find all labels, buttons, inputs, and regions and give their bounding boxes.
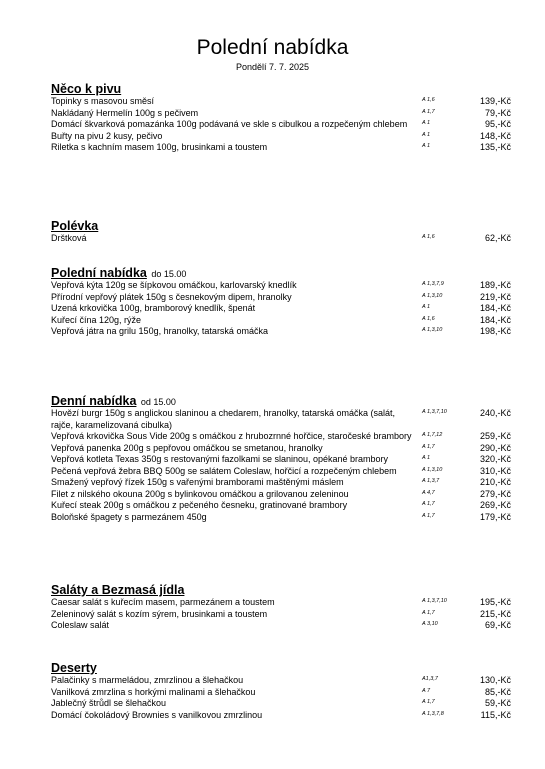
- menu-item: [51, 233, 521, 245]
- item-name: Vepřová játra na grilu 150g, hranolky, tatarská omáčka: [51, 326, 268, 336]
- section-header: [51, 660, 521, 675]
- menu-item: [51, 477, 521, 489]
- menu-item: [51, 431, 521, 443]
- item-price: 184,-Kč: [479, 314, 511, 325]
- item-allergens: A 1,3,7: [422, 478, 440, 484]
- item-allergens: A 1,7,12: [422, 432, 443, 438]
- item-price: 189,-Kč: [479, 280, 511, 290]
- menu-item: [51, 620, 521, 632]
- section-note: od 15.00: [140, 397, 176, 407]
- item-name: Vanilková zmrzlina s horkými malinami a šlehačkou: [51, 686, 256, 697]
- menu-date: Pondělí 7. 7. 2025: [235, 62, 310, 72]
- item-price: 198,-Kč: [479, 326, 511, 336]
- item-price: 279,-Kč: [479, 488, 511, 499]
- item-price: 310,-Kč: [479, 465, 511, 476]
- menu-item: [51, 326, 521, 338]
- item-price: 62,-Kč: [484, 233, 511, 243]
- menu-item: [51, 489, 521, 501]
- menu-section: [51, 393, 521, 523]
- item-name: Vepřová panenka 200g s pepřovou omáčkou se smetanou, hranolky: [51, 442, 323, 453]
- item-price: 69,-Kč: [484, 620, 511, 630]
- item-price: 210,-Kč: [479, 477, 511, 487]
- item-name: Coleslaw salát: [51, 620, 110, 630]
- page-title: Polední nabídka: [196, 36, 349, 59]
- menu-item: [51, 96, 521, 108]
- menu-section: [51, 81, 521, 154]
- item-allergens: A1,3,7: [422, 676, 438, 682]
- section-title: Polední nabídka: [51, 266, 147, 280]
- item-name: Vepřová kýta 120g se šípkovou omáčkou, karlovarský knedlík: [51, 280, 297, 290]
- menu-item: [51, 710, 521, 722]
- item-name: Palačinky s marmeládou, zmrzlinou a šlehačkou: [51, 675, 244, 685]
- item-price: 195,-Kč: [479, 597, 511, 607]
- section-header: [51, 265, 521, 280]
- menu-section: [51, 218, 521, 245]
- item-allergens: A 1,3,7,8: [422, 710, 444, 717]
- menu-item: [51, 675, 521, 687]
- item-name: Topinky s masovou směsí: [51, 96, 155, 106]
- section-header: [51, 81, 521, 96]
- item-name: Riletka s kachním masem 100g, brusinkami a toustem: [51, 142, 268, 152]
- item-price: 148,-Kč: [479, 130, 511, 141]
- item-allergens: A 1,7: [422, 501, 435, 507]
- item-allergens: A 4,7: [422, 489, 435, 496]
- menu-item: [51, 108, 521, 120]
- item-price: 130,-Kč: [479, 675, 511, 685]
- item-allergens: A 1,3,10: [422, 466, 443, 473]
- item-price: 59,-Kč: [484, 698, 511, 708]
- item-price: 320,-Kč: [479, 454, 511, 464]
- item-price: 79,-Kč: [484, 107, 511, 118]
- item-allergens: A 7: [422, 687, 431, 694]
- menu-item: [51, 142, 521, 154]
- item-price: 115,-Kč: [480, 709, 511, 720]
- item-price: 184,-Kč: [479, 303, 511, 313]
- item-name: Zeleninový salát s kozím sýrem, brusinkami a toustem: [51, 608, 268, 619]
- menu-item: [51, 131, 521, 143]
- item-name: Hovězí burgr 150g s anglickou slaninou a chedarem, hranolky, tatarská omáčka (salát, rajče, karamelizovaná cibulka): [51, 408, 396, 430]
- section-title: Něco k pivu: [51, 82, 122, 96]
- menu-item: [51, 315, 521, 327]
- item-allergens: A 1: [422, 131, 431, 138]
- item-allergens: A 1: [422, 143, 431, 149]
- item-allergens: A 1: [422, 304, 431, 310]
- menu-item: [51, 280, 521, 292]
- menu-item: [51, 292, 521, 304]
- item-name: Buřty na pivu 2 kusy, pečivo: [51, 130, 163, 141]
- item-allergens: A 1,7: [422, 512, 435, 519]
- section-header: [51, 582, 521, 597]
- item-allergens: A 1,7: [422, 699, 435, 705]
- section-title: Saláty a Bezmasá jídla: [51, 583, 185, 597]
- item-allergens: A 1,6: [422, 234, 435, 240]
- item-allergens: A 1,6: [422, 315, 435, 322]
- menu-item: [51, 466, 521, 478]
- item-allergens: A 1,7: [422, 108, 435, 115]
- section-title: Denní nabídka: [51, 394, 137, 408]
- item-allergens: A 1,7: [422, 609, 435, 616]
- item-price: 269,-Kč: [479, 500, 511, 510]
- item-allergens: A 1,3,7,9: [422, 281, 444, 287]
- item-name: Kuřecí čína 120g, rýže: [51, 314, 142, 325]
- item-price: 179,-Kč: [479, 511, 511, 522]
- menu-section: [51, 582, 521, 632]
- item-name: Nakládaný Hermelín 100g s pečivem: [51, 107, 199, 118]
- menu-item: [51, 687, 521, 699]
- item-price: 135,-Kč: [479, 142, 511, 152]
- item-name: Smažený vepřový řízek 150g s vařenými bramborami maštěnými máslem: [51, 477, 344, 487]
- item-allergens: A 1,3,10: [422, 292, 443, 299]
- item-price: 290,-Kč: [479, 442, 511, 453]
- menu-item: [51, 512, 521, 524]
- menu-item: [51, 408, 521, 431]
- section-title: Deserty: [51, 661, 97, 675]
- item-allergens: A 1,3,7,10: [422, 409, 447, 415]
- section-note: do 15.00: [151, 269, 187, 279]
- item-allergens: A 1,7: [422, 443, 435, 450]
- item-name: Caesar salát s kuřecím masem, parmezánem a toustem: [51, 597, 275, 607]
- item-name: Drštková: [51, 233, 87, 243]
- item-allergens: A 1,3,10: [422, 327, 443, 333]
- item-name: Boloňské špagety s parmezánem 450g: [51, 511, 207, 522]
- item-price: 215,-Kč: [479, 608, 511, 619]
- item-price: 219,-Kč: [479, 291, 511, 302]
- item-name: Domácí škvarková pomazánka 100g podávaná ve skle s cibulkou a rozpečeným chlebem: [51, 119, 408, 129]
- item-allergens: A 3,10: [422, 621, 438, 627]
- item-name: Vepřová kotleta Texas 350g s restovanými fazolkami se slaninou, opékané brambory: [51, 454, 389, 464]
- item-price: 240,-Kč: [479, 408, 511, 418]
- item-name: Jablečný štrůdl se šlehačkou: [51, 698, 167, 708]
- item-name: Domácí čokoládový Brownies s vanilkovou zmrzlinou: [51, 709, 263, 720]
- menu-section: [51, 660, 521, 721]
- menu-item: [51, 303, 521, 315]
- item-price: 85,-Kč: [484, 686, 511, 697]
- menu-section: [51, 265, 521, 338]
- menu-item: [51, 609, 521, 621]
- item-name: Kuřecí steak 200g s omáčkou z pečeného česneku, gratinované brambory: [51, 500, 348, 510]
- menu-item: [51, 443, 521, 455]
- section-title: Polévka: [51, 219, 99, 233]
- section-header: [51, 393, 521, 408]
- menu-item: [51, 597, 521, 609]
- section-header: [51, 218, 521, 233]
- item-name: Přírodní vepřový plátek 150g s česnekovým dipem, hranolky: [51, 291, 292, 302]
- item-allergens: A 1,3,7,10: [422, 598, 447, 604]
- item-name: Filet z nilského okouna 200g s bylinkovou omáčkou a grilovanou zeleninou: [51, 488, 349, 499]
- menu-item: [51, 454, 521, 466]
- menu-item: [51, 500, 521, 512]
- item-price: 95,-Kč: [484, 119, 511, 129]
- item-allergens: A 1,6: [422, 97, 435, 103]
- item-name: Pečená vepřová žebra BBQ 500g se salátem Coleslaw, hořčicí a rozpečeným chlebem: [51, 465, 397, 476]
- item-allergens: A 1: [422, 120, 431, 126]
- item-name: Vepřová krkovička Sous Vide 200g s omáčkou z hrubozrnné hořčice, staročeské brambory: [51, 431, 412, 441]
- item-allergens: A 1: [422, 455, 431, 461]
- item-price: 139,-Kč: [479, 96, 511, 106]
- menu-item: [51, 119, 521, 131]
- item-price: 259,-Kč: [479, 431, 511, 441]
- menu-item: [51, 698, 521, 710]
- item-name: Uzená krkovička 100g, bramborový knedlík, špenát: [51, 303, 256, 313]
